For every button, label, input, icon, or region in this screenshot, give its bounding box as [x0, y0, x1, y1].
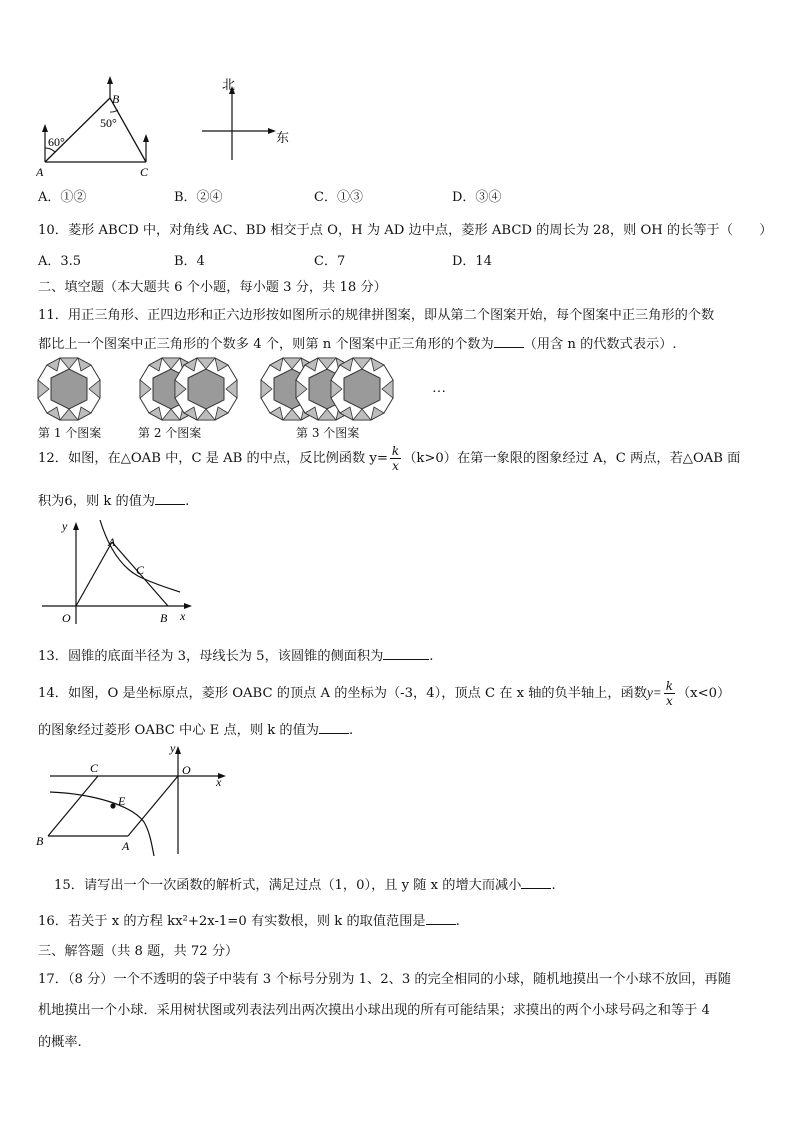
q9-option-d[interactable]: D．③④: [452, 190, 502, 205]
q14-a-label: A: [122, 839, 130, 853]
q12-line-1a: 12．如图，在△OAB 中，C 是 AB 的中点，反比例函数 y=: [38, 451, 388, 466]
q12-answer-blank[interactable]: [155, 493, 185, 505]
q12-line-2: [38, 490, 189, 509]
q13-line: [38, 645, 433, 664]
q17-line-1: 17．（8 分）一个不透明的袋子中装有 3 个标号分别为 1、2、3 的完全相同的小球，随机地摸出一个小球不放回，再随: [38, 972, 731, 987]
q14-c-label: C: [90, 761, 99, 775]
angle-60-label: 60°: [48, 135, 65, 149]
q16-answer-blank[interactable]: [426, 913, 456, 925]
q12-frac-num: k: [391, 444, 400, 458]
q14-line-2a: 的图象经过菱形 OABC 中心 E 点，则 k 的值为: [38, 723, 319, 738]
q10-option-d[interactable]: D．14: [452, 254, 492, 269]
q15-line: [54, 874, 556, 893]
pattern-ellipsis: …: [432, 381, 446, 396]
q12-b-label: B: [160, 611, 168, 625]
q14-b-label: B: [36, 834, 44, 848]
q14-line-1a: 14．如图，O 是坐标原点，菱形 OABC 的顶点 A 的坐标为（-3，4），顶点 C 在 x 轴的负半轴上，函数: [38, 686, 647, 701]
q14-y-eq: y=: [646, 685, 662, 700]
q17-line-2: 机地摸出一个小球．采用树状图或列表法列出两次摸出小球出现的所有可能结果；求摸出的两个小球号码之和等于 4: [38, 1003, 710, 1018]
q14-frac-num: k: [665, 679, 673, 693]
q9-option-c[interactable]: C．①③: [314, 190, 363, 205]
q12-frac-den: x: [392, 459, 399, 473]
q14-figure: [36, 742, 236, 860]
q12-line-1: [38, 445, 740, 472]
q10-option-c[interactable]: C．7: [314, 254, 346, 269]
q10-text: 10．菱形 ABCD 中，对角线 AC、BD 相交于点 O，H 为 AD 边中点，菱形 ABCD 的周长为 28，则 OH 的长等于（ ）: [38, 223, 773, 238]
q11-answer-blank[interactable]: [494, 336, 524, 348]
q14-line-2: [38, 719, 353, 738]
q14-fraction: [664, 680, 675, 707]
point-b-label: B: [112, 92, 120, 106]
caption-pattern-1: 第 1 个图案: [38, 426, 102, 440]
q15-text: 15．请写出一个一次函数的解析式，满足过点（1，0），且 y 随 x 的增大而减小: [54, 878, 522, 893]
caption-pattern-2: 第 2 个图案: [138, 426, 202, 440]
section-2-heading: 二、填空题（本大题共 6 个小题，每小题 3 分，共 18 分）: [38, 280, 387, 295]
q12-c-label: C: [136, 563, 145, 577]
q15-end: .: [551, 878, 556, 893]
q10-option-b[interactable]: B．4: [174, 254, 205, 269]
section-3-heading: 三、解答题（共 8 题，共 72 分）: [38, 944, 239, 959]
q13-text: 13．圆锥的底面半径为 3，母线长为 5，该圆锥的侧面积为: [38, 649, 384, 664]
q13-end: .: [429, 649, 434, 664]
angle-50-label: 50°: [100, 116, 117, 130]
q9-option-a[interactable]: A．①②: [38, 190, 87, 205]
point-a-label: A: [36, 165, 44, 179]
q12-o-label: O: [62, 611, 71, 625]
q14-answer-blank[interactable]: [319, 722, 349, 734]
q14-line-1: [38, 680, 730, 707]
q10-option-a[interactable]: A．3.5: [38, 254, 82, 269]
q12-line-2a: 积为6，则 k 的值为: [38, 494, 156, 509]
point-c-label: C: [140, 165, 149, 179]
q14-y-label: y: [170, 742, 176, 755]
q9-option-b[interactable]: B．②④: [174, 190, 223, 205]
q11-line-2b: （用含 n 的代数式表示）.: [523, 337, 677, 352]
q15-answer-blank[interactable]: [521, 877, 551, 889]
caption-pattern-3: 第 3 个图案: [296, 426, 360, 440]
q14-line-1b: （x<0）: [676, 686, 731, 701]
q13-answer-blank[interactable]: [383, 648, 429, 660]
q14-line-2b: .: [348, 723, 354, 738]
q12-line-1b: （k>0）在第一象限的图象经过 A，C 两点，若△OAB 面: [403, 451, 741, 466]
q14-x-label: x: [216, 775, 222, 789]
q17-line-3: 的概率.: [38, 1035, 82, 1050]
q12-a-label: A: [108, 535, 116, 549]
pattern-1: [38, 358, 100, 420]
q11-line-2: [38, 333, 677, 352]
q12-figure: [38, 516, 198, 628]
q14-e-label: E: [118, 794, 126, 808]
pattern-3: [261, 358, 393, 420]
q16-text: 16．若关于 x 的方程 kx²+2x-1=0 有实数根，则 k 的取值范围是: [38, 914, 426, 929]
pattern-2: [140, 358, 237, 420]
q12-line-2b: .: [185, 494, 190, 509]
q14-frac-den: x: [665, 694, 673, 708]
q12-fraction: [390, 445, 401, 472]
q16-end: .: [455, 914, 460, 929]
q12-x-label: x: [180, 609, 186, 623]
east-label: 东: [276, 130, 290, 145]
q14-o-label: O: [182, 763, 191, 777]
q12-y-label: y: [62, 519, 68, 533]
q9-compass-figure: [196, 76, 296, 166]
q11-line-1: 11．用正三角形、正四边形和正六边形按如图所示的规律拼图案，即从第二个图案开始，每个图案中正三角形的个数: [38, 308, 715, 323]
q11-line-2a: 都比上一个图案中正三角形的个数多 4 个，则第 n 个图案中正三角形的个数为: [38, 337, 494, 352]
q9-triangle-figure: [36, 76, 156, 180]
north-label: 北: [222, 77, 236, 92]
q16-line: [38, 910, 460, 929]
